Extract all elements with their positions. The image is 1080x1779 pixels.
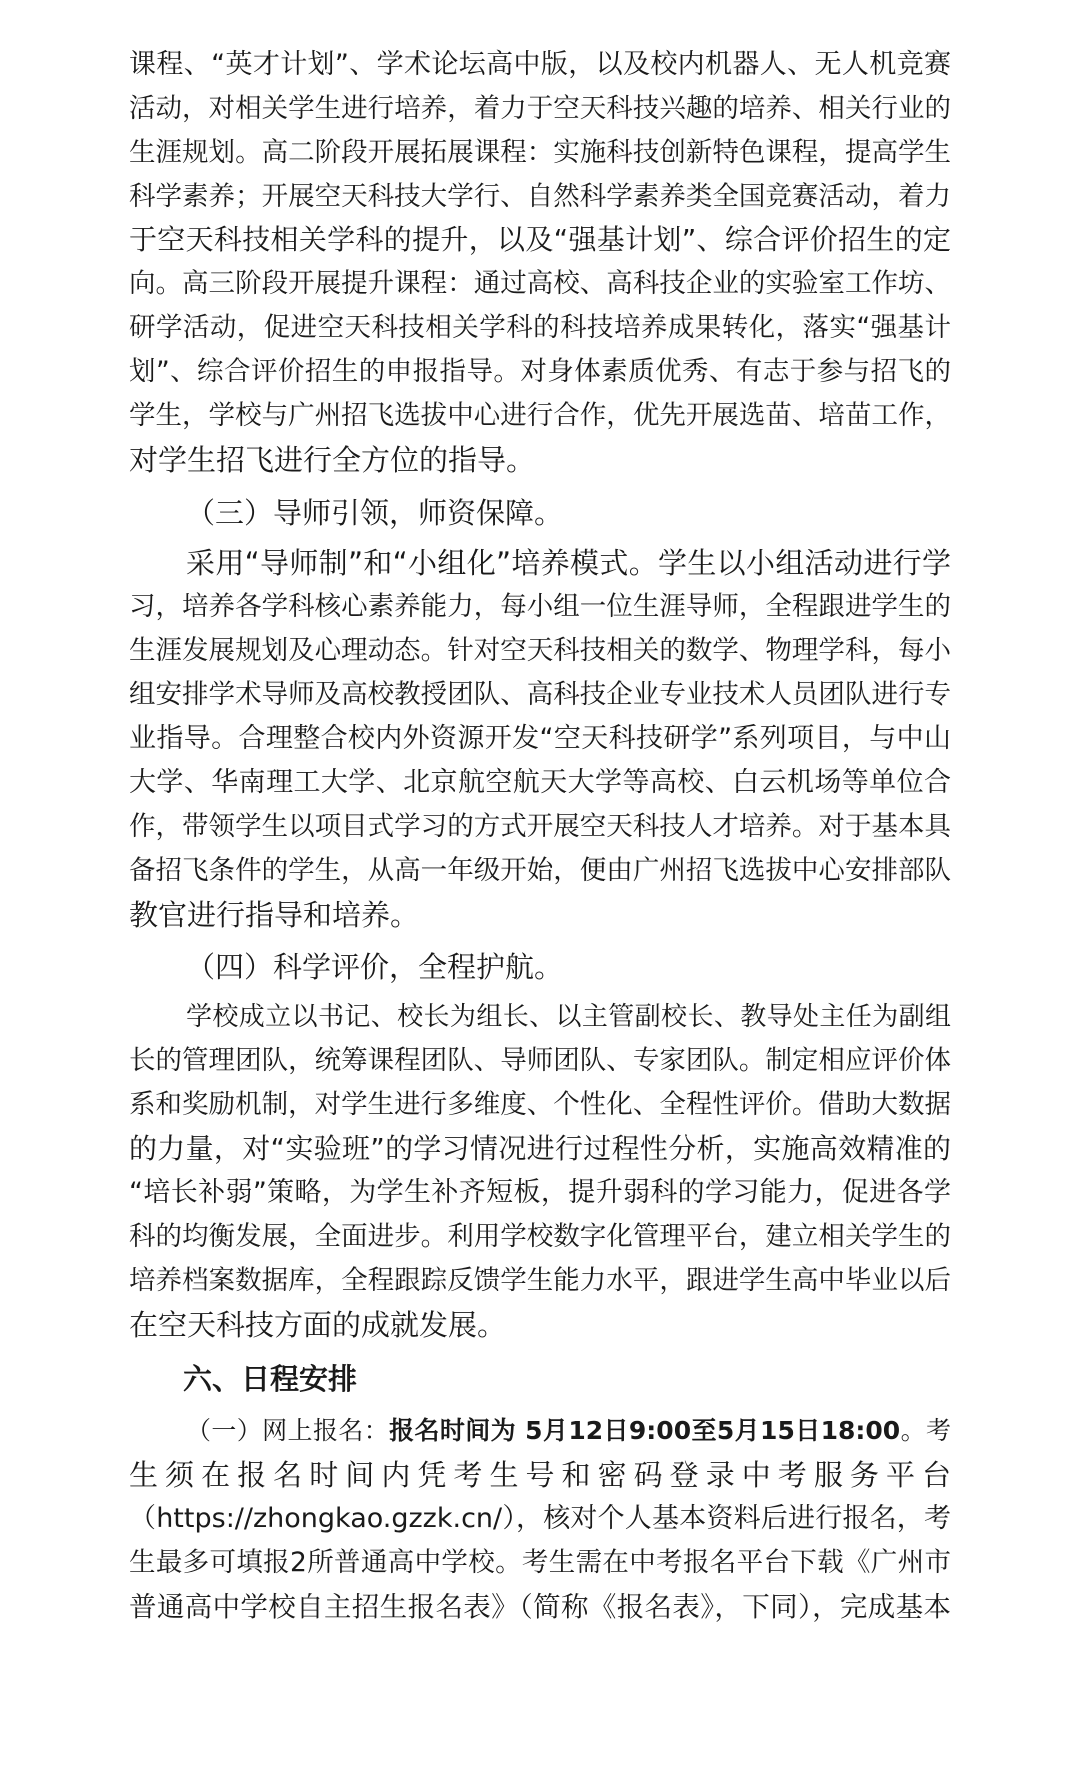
paragraph-line: 于空天科技相关学科的提升，以及“强基计划”、综合评价招生的定	[129, 223, 951, 256]
paragraph-line: “培长补弱”策略，为学生补齐短板，提升弱科的学习能力，促进各学	[129, 1177, 951, 1208]
paragraph-line: 课程、“英才计划”、学术论坛高中版，以及校内机器人、无人机竞赛	[129, 49, 951, 80]
paragraph-line: 科的均衡发展，全面进步。利用学校数字化管理平台，建立相关学生的	[129, 1221, 951, 1252]
paragraph-line: 业指导。合理整合校内外资源开发“空天科技研学”系列项目，与中山	[129, 723, 951, 754]
paragraph-line: 习，培养各学科核心素养能力，每小组一位生涯导师，全程跟进学生的	[129, 591, 951, 622]
paragraph-line: 生最多可填报2所普通高中学校。考生需在中考报名平台下载《广州市	[129, 1547, 951, 1578]
paragraph-line: 向。高三阶段开展提升课程：通过高校、高科技企业的实验室工作坊、	[129, 268, 951, 299]
section-heading: （四）科学评价，全程护航。	[186, 950, 564, 984]
paragraph-line: 活动，对相关学生进行培养，着力于空天科技兴趣的培养、相关行业的	[129, 93, 951, 124]
paragraph-line: 备招飞条件的学生，从高一年级开始，便由广州招飞选拔中心安排部队	[129, 855, 951, 886]
paragraph-line: 培养档案数据库，全程跟踪反馈学生能力水平，跟进学生高中毕业以后	[129, 1265, 951, 1296]
paragraph-line: 学生，学校与广州招飞选拔中心进行合作，优先开展选苗、培苗工作，	[129, 400, 951, 431]
paragraph-line: 大学、华南理工大学、北京航空航天大学等高校、白云机场等单位合	[129, 767, 951, 798]
paragraph-line: 组安排学术导师及高校教授团队、高科技企业专业技术人员团队进行专	[129, 679, 951, 710]
registration-label: （一）网上报名：	[186, 1416, 390, 1445]
paragraph-line: 采用“导师制”和“小组化”培养模式。学生以小组活动进行学	[186, 546, 951, 580]
paragraph-line: 对学生招飞进行全方位的指导。	[129, 443, 536, 477]
paragraph-line: 生涯规划。高二阶段开展拓展课程：实施科技创新特色课程，提高学生	[129, 137, 951, 168]
paragraph-line: 普通高中学校自主招生报名表》（简称《报名表》，下同），完成基本	[129, 1591, 951, 1623]
registration-time: 报名时间为 5月12日9:00至5月15日18:00	[389, 1416, 901, 1445]
paragraph-line: 的力量，对“实验班”的学习情况进行过程性分析，实施高效精准的	[129, 1132, 951, 1165]
registration-suffix: 。考	[900, 1416, 951, 1445]
section-heading: （三）导师引领，师资保障。	[186, 496, 564, 530]
paragraph-line: 长的管理团队，统筹课程团队、导师团队、专家团队。制定相应评价体	[129, 1045, 951, 1076]
registration-line	[186, 1414, 951, 1448]
paragraph-line: 教官进行指导和培养。	[129, 898, 420, 932]
paragraph-line: 划”、综合评价招生的申报指导。对身体素质优秀、有志于参与招飞的	[129, 356, 951, 387]
url-line: （https://zhongkao.gzzk.cn/），核对个人基本资料后进行报名，考	[129, 1503, 951, 1534]
paragraph-line: 学校成立以书记、校长为组长、以主管副校长、教导处主任为副组	[186, 1002, 951, 1032]
paragraph-line: 作，带领学生以项目式学习的方式开展空天科技人才培养。对于基本具	[129, 811, 951, 842]
chapter-heading: 六、日程安排	[183, 1362, 358, 1396]
paragraph-line: 生涯发展规划及心理动态。针对空天科技相关的数学、物理学科，每小	[129, 635, 951, 666]
paragraph-line: 研学活动，促进空天科技相关学科的科技培养成果转化，落实“强基计	[129, 312, 951, 343]
paragraph-line: 系和奖励机制，对学生进行多维度、个性化、全程性评价。借助大数据	[129, 1089, 951, 1120]
paragraph-line: 生须在报名时间内凭考生号和密码登录中考服务平台	[129, 1458, 951, 1492]
paragraph-line: 在空天科技方面的成就发展。	[129, 1308, 507, 1342]
paragraph-line: 科学素养；开展空天科技大学行、自然科学素养类全国竞赛活动，着力	[129, 181, 951, 212]
